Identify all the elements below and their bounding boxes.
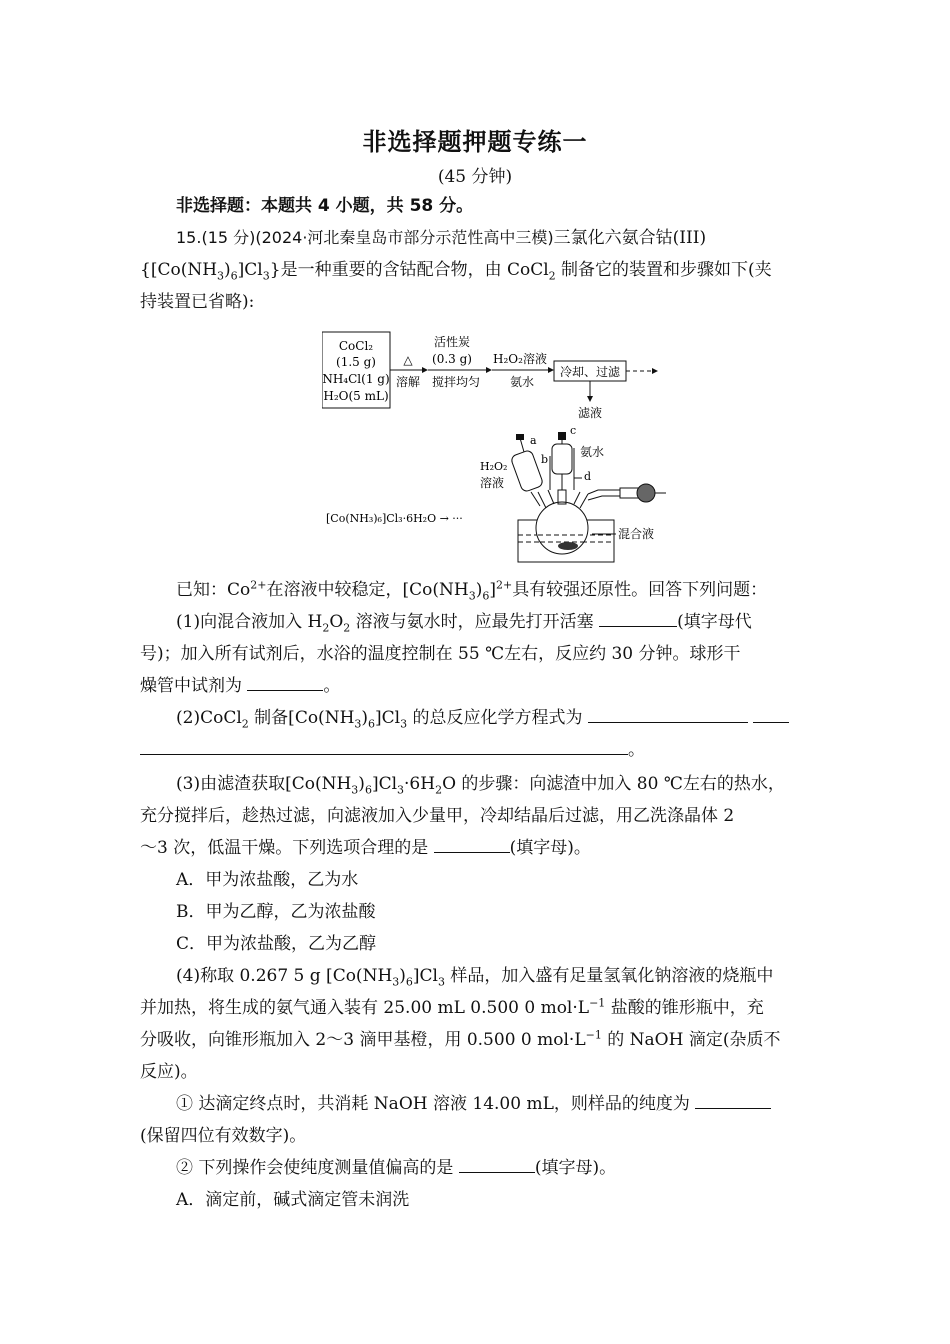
q15-source: 15.(15 分)(2024·河北秦皇岛市部分示范性高中三模) [176,228,554,247]
q4-line2 [140,997,812,1019]
subscript: 2 [241,717,249,731]
box1-line4: H₂O(5 mL) [323,389,389,403]
drying-bulb [637,484,655,502]
text: }是一种重要的含钴配合物，由 CoCl [269,260,549,280]
text: 。 [628,740,645,760]
q4-line4: 反应)。 [140,1062,198,1082]
box1-line1: CoCl₂ [338,339,374,353]
box1-line2: (1.5 g) [336,355,376,369]
known-info [176,579,812,601]
subscript: 3 [217,269,225,283]
answer-blank[interactable] [753,707,789,723]
text: 具有较强还原性。回答下列问题： [512,580,768,600]
text: (填字母)。 [509,838,591,858]
text: 盐酸的锥形瓶中，充 [605,998,764,1018]
text: (1)向混合液加入 H [176,612,323,632]
ammonia-step-label: 氨水 [509,375,535,389]
subscript: 3 [354,717,362,731]
answer-blank[interactable] [459,1157,535,1173]
answer-blank[interactable] [140,739,628,755]
q4-sub1 [176,1093,812,1115]
answer-blank[interactable] [434,837,510,853]
text: (3)由滤渣获取[Co(NH [176,774,352,794]
subscript: 3 [400,717,408,731]
box1-line3: NH₄Cl(1 g) [322,372,390,386]
text: ) [361,708,369,728]
answer-blank[interactable] [247,675,323,691]
text: 的总反应化学方程式为 [407,708,588,728]
text: ) [399,966,406,986]
text: 制备[Co(NH [248,708,355,728]
carbon-label: 活性炭 [433,335,471,349]
answer-blank[interactable] [599,611,677,627]
subscript: 3 [392,975,400,989]
text: ～3 次，低温干燥。下列选项合理的是 [140,838,434,858]
answer-blank[interactable] [588,707,748,723]
text: ·6H [404,774,436,794]
apparatus-diagram [322,330,668,566]
text: ) [224,260,231,280]
q4-sub2 [176,1157,812,1179]
subscript: 6 [482,589,490,603]
carbon-mass: (0.3 g) [432,352,472,366]
subscript: 3 [351,783,359,797]
option-b[interactable]: B．甲为乙醇，乙为浓盐酸 [176,902,376,922]
option-a[interactable]: A．甲为浓盐酸，乙为水 [176,870,359,890]
text: ]Cl [375,708,401,728]
dissolve-label: 溶解 [395,375,421,389]
text: ② 下列操作会使纯度测量值偏高的是 [176,1158,459,1178]
text: (4)称取 0.267 5 g [Co(NH [176,966,393,986]
text: 。 [323,676,341,696]
q15-line3: 持装置已省略): [140,292,255,312]
q1-line1 [176,611,812,633]
q1-line3 [140,675,812,697]
subscript: 3 [397,783,405,797]
q15-line2 [140,259,812,281]
text: O 的步骤：向滤渣中加入 80 ℃左右的热水， [442,774,785,794]
q2-line2 [140,739,812,761]
subscript: 2 [322,621,330,635]
stir-label: 搅拌均匀 [431,375,481,389]
subscript: 2 [343,621,351,635]
q3-line3 [140,837,812,859]
subscript: 6 [230,269,238,283]
subscript: 3 [468,589,476,603]
h2o2-step-label: H₂O₂溶液 [493,352,547,366]
label-d: d [584,470,592,483]
text: 样品，加入盛有足量氢氧化钠溶液的烧瓶中 [445,966,774,986]
text: {[Co(NH [140,260,218,280]
text: O [329,612,344,632]
text: ) [358,774,365,794]
page-title: 非选择题押题专练一 [362,128,588,156]
subscript: 6 [405,975,413,989]
text: 制备它的装置和步骤如下(夹 [555,260,772,280]
subscript: 2 [548,269,556,283]
h2o2-label-2: 溶液 [480,476,505,490]
superscript: −1 [589,996,606,1010]
q15-compound-name: 三氯化六氨合钴(III) [553,228,707,248]
text: ]Cl [237,260,263,280]
text: ] [489,580,496,600]
ammonia-label: 氨水 [580,445,605,459]
answer-blank[interactable] [695,1093,771,1109]
text: 溶液与氨水时，应最先打开活塞 [350,612,600,632]
label-a: a [530,434,537,447]
q2-line1 [176,707,812,729]
subscript: 6 [364,783,372,797]
q3-line2: 充分搅拌后，趁热过滤，向滤液加入少量甲，冷却结晶后过滤，用乙洗涤晶体 2 [140,806,735,826]
text: 并加热，将生成的氨气通入装有 25.00 mL 0.500 0 mol·L [140,998,590,1018]
text: 的 NaOH 滴定(杂质不 [601,1030,781,1050]
page-subtitle: (45 分钟) [437,167,513,187]
label-b: b [541,453,549,466]
q4-sub1-line2: (保留四位有效数字)。 [140,1126,307,1146]
q1-line2: 号)；加入所有试剂后，水浴的温度控制在 55 ℃左右，反应约 30 分钟。球形干 [140,644,741,664]
product-formula: [Co(NH₃)₆]Cl₃·6H₂O → ··· [326,512,463,525]
subscript: 3 [262,269,270,283]
text: (2)CoCl [176,708,242,728]
superscript: −1 [585,1028,602,1042]
q4-line1 [176,965,812,987]
superscript: 2+ [250,578,267,592]
mixture-label: 混合液 [618,527,655,541]
q3-line1 [176,773,812,795]
text: (填字母)。 [534,1158,617,1178]
subscript: 2 [435,783,443,797]
text: 在溶液中较稳定，[Co(NH [266,580,469,600]
subscript: 6 [368,717,376,731]
heat-symbol: △ [403,353,413,367]
text: ]Cl [412,966,438,986]
superscript: 2+ [495,578,513,592]
text: 已知：Co [176,580,251,600]
text: 分吸收，向锥形瓶加入 2～3 滴甲基橙，用 0.500 0 mol·L [140,1030,586,1050]
section-intro: 非选择题：本题共 4 小题，共 58 分。 [176,196,474,216]
text: ) [475,580,483,600]
label-c: c [570,424,577,437]
text: ① 达滴定终点时，共消耗 NaOH 溶液 14.00 mL，则样品的纯度为 [176,1094,696,1114]
filtrate-label: 滤液 [577,406,603,420]
option-c[interactable]: C．甲为浓盐酸，乙为乙醇 [176,934,377,954]
subscript: 3 [438,975,445,989]
q4-option-a[interactable]: A．滴定前，碱式滴定管未润洗 [176,1190,410,1210]
q15-heading [176,227,812,249]
text: ]Cl [371,774,398,794]
q4-line3 [140,1029,812,1051]
text: 燥管中试剂为 [140,676,248,696]
cool-filter-label: 冷却、过滤 [559,365,621,379]
text: (填字母代 [677,612,752,632]
h2o2-label-1: H₂O₂ [480,460,508,473]
